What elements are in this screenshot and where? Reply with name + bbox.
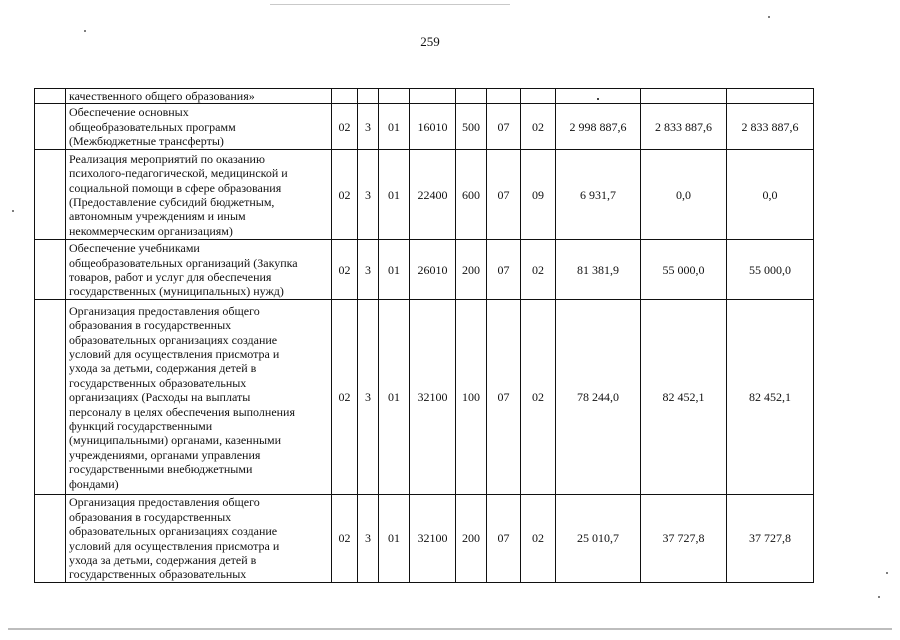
index-cell <box>35 495 66 582</box>
code-subsection: 02 <box>521 495 556 582</box>
top-rule <box>270 4 510 5</box>
amount-year-3: 2 833 887,6 <box>727 104 814 150</box>
code-subsection: 02 <box>521 240 556 300</box>
table-row <box>35 495 814 582</box>
code-ministry: 02 <box>332 495 358 582</box>
code-expense-type: 100 <box>456 300 487 495</box>
amount-year-3: 82 452,1 <box>727 300 814 495</box>
code-expense-type: 200 <box>456 240 487 300</box>
amount-year-2: 82 452,1 <box>641 300 727 495</box>
code-target: 32100 <box>410 300 456 495</box>
row-description: Обеспечение основных общеобразовательных программ (Межбюджетные трансферты) <box>66 104 332 150</box>
table-row <box>35 104 814 150</box>
row-description: Организация предоставления общего образования в государственных образовательных организациях создание условий для осуществления присмотра и ухода за детьми, содержания детей в государственных образовательных организациях (Расходы на выплаты персоналу в целях обеспечения выполнения функций государственными (муниципальными) органами, казенными учреждениями, органами управления государственными внебюджетными фондами) <box>66 300 332 495</box>
index-cell <box>35 240 66 300</box>
amount-year-1: 2 998 887,6 <box>556 104 641 150</box>
index-cell <box>35 150 66 240</box>
scan-speck <box>878 596 880 598</box>
code-subprogram: 01 <box>379 240 410 300</box>
index-cell <box>35 89 66 104</box>
index-cell <box>35 300 66 495</box>
row-description: Обеспечение учебниками общеобразовательных организаций (Закупка товаров, работ и услуг для обеспечения государственных (муниципальных) нужд) <box>66 240 332 300</box>
code-target: 22400 <box>410 150 456 240</box>
bottom-rule <box>8 628 892 630</box>
code-subprogram: 01 <box>379 104 410 150</box>
scan-speck <box>84 30 86 32</box>
code-ministry: 02 <box>332 240 358 300</box>
scan-speck <box>597 98 599 100</box>
code-subsection: 02 <box>521 300 556 495</box>
amount-year-3: 37 727,8 <box>727 495 814 582</box>
budget-table <box>34 88 814 583</box>
code-subsection: 02 <box>521 104 556 150</box>
code-expense-type: 500 <box>456 104 487 150</box>
code-subsection: 09 <box>521 150 556 240</box>
code-expense-type: 200 <box>456 495 487 582</box>
code-program: 3 <box>358 240 379 300</box>
code-ministry: 02 <box>332 300 358 495</box>
amount-year-1: 6 931,7 <box>556 150 641 240</box>
amount-year-3: 55 000,0 <box>727 240 814 300</box>
code-ministry: 02 <box>332 104 358 150</box>
amount-year-2: 2 833 887,6 <box>641 104 727 150</box>
code-target: 32100 <box>410 495 456 582</box>
index-cell <box>35 104 66 150</box>
amount-year-2: 55 000,0 <box>641 240 727 300</box>
code-program: 3 <box>358 104 379 150</box>
scan-speck <box>768 16 770 18</box>
table-row <box>35 300 814 495</box>
code-subprogram: 01 <box>379 495 410 582</box>
scan-speck <box>12 210 14 212</box>
code-section: 07 <box>487 300 521 495</box>
table-row <box>35 150 814 240</box>
amount-year-3: 0,0 <box>727 150 814 240</box>
code-section: 07 <box>487 495 521 582</box>
code-section: 07 <box>487 150 521 240</box>
amount-year-1: 78 244,0 <box>556 300 641 495</box>
amount-year-2: 0,0 <box>641 150 727 240</box>
page-number: 259 <box>420 34 440 49</box>
table-row-continued <box>35 89 814 104</box>
amount-year-2: 37 727,8 <box>641 495 727 582</box>
row-description: качественного общего образования» <box>66 89 332 104</box>
code-section: 07 <box>487 240 521 300</box>
code-ministry: 02 <box>332 150 358 240</box>
code-program: 3 <box>358 150 379 240</box>
code-program: 3 <box>358 495 379 582</box>
code-subprogram: 01 <box>379 300 410 495</box>
scan-speck <box>886 572 888 574</box>
row-description: Организация предоставления общего образования в государственных образовательных организациях создание условий для осуществления присмотра и ухода за детьми, содержания детей в государственных образовательных <box>66 495 332 582</box>
row-description: Реализация мероприятий по оказанию психолого-педагогической, медицинской и социальной помощи в сфере образования (Предоставление субсидий бюджетным, автономным учреждениям и иным некоммерческим организациям) <box>66 150 332 240</box>
code-target: 16010 <box>410 104 456 150</box>
table-row <box>35 240 814 300</box>
code-expense-type: 600 <box>456 150 487 240</box>
amount-year-1: 81 381,9 <box>556 240 641 300</box>
code-section: 07 <box>487 104 521 150</box>
code-program: 3 <box>358 300 379 495</box>
code-target: 26010 <box>410 240 456 300</box>
amount-year-1: 25 010,7 <box>556 495 641 582</box>
code-subprogram: 01 <box>379 150 410 240</box>
